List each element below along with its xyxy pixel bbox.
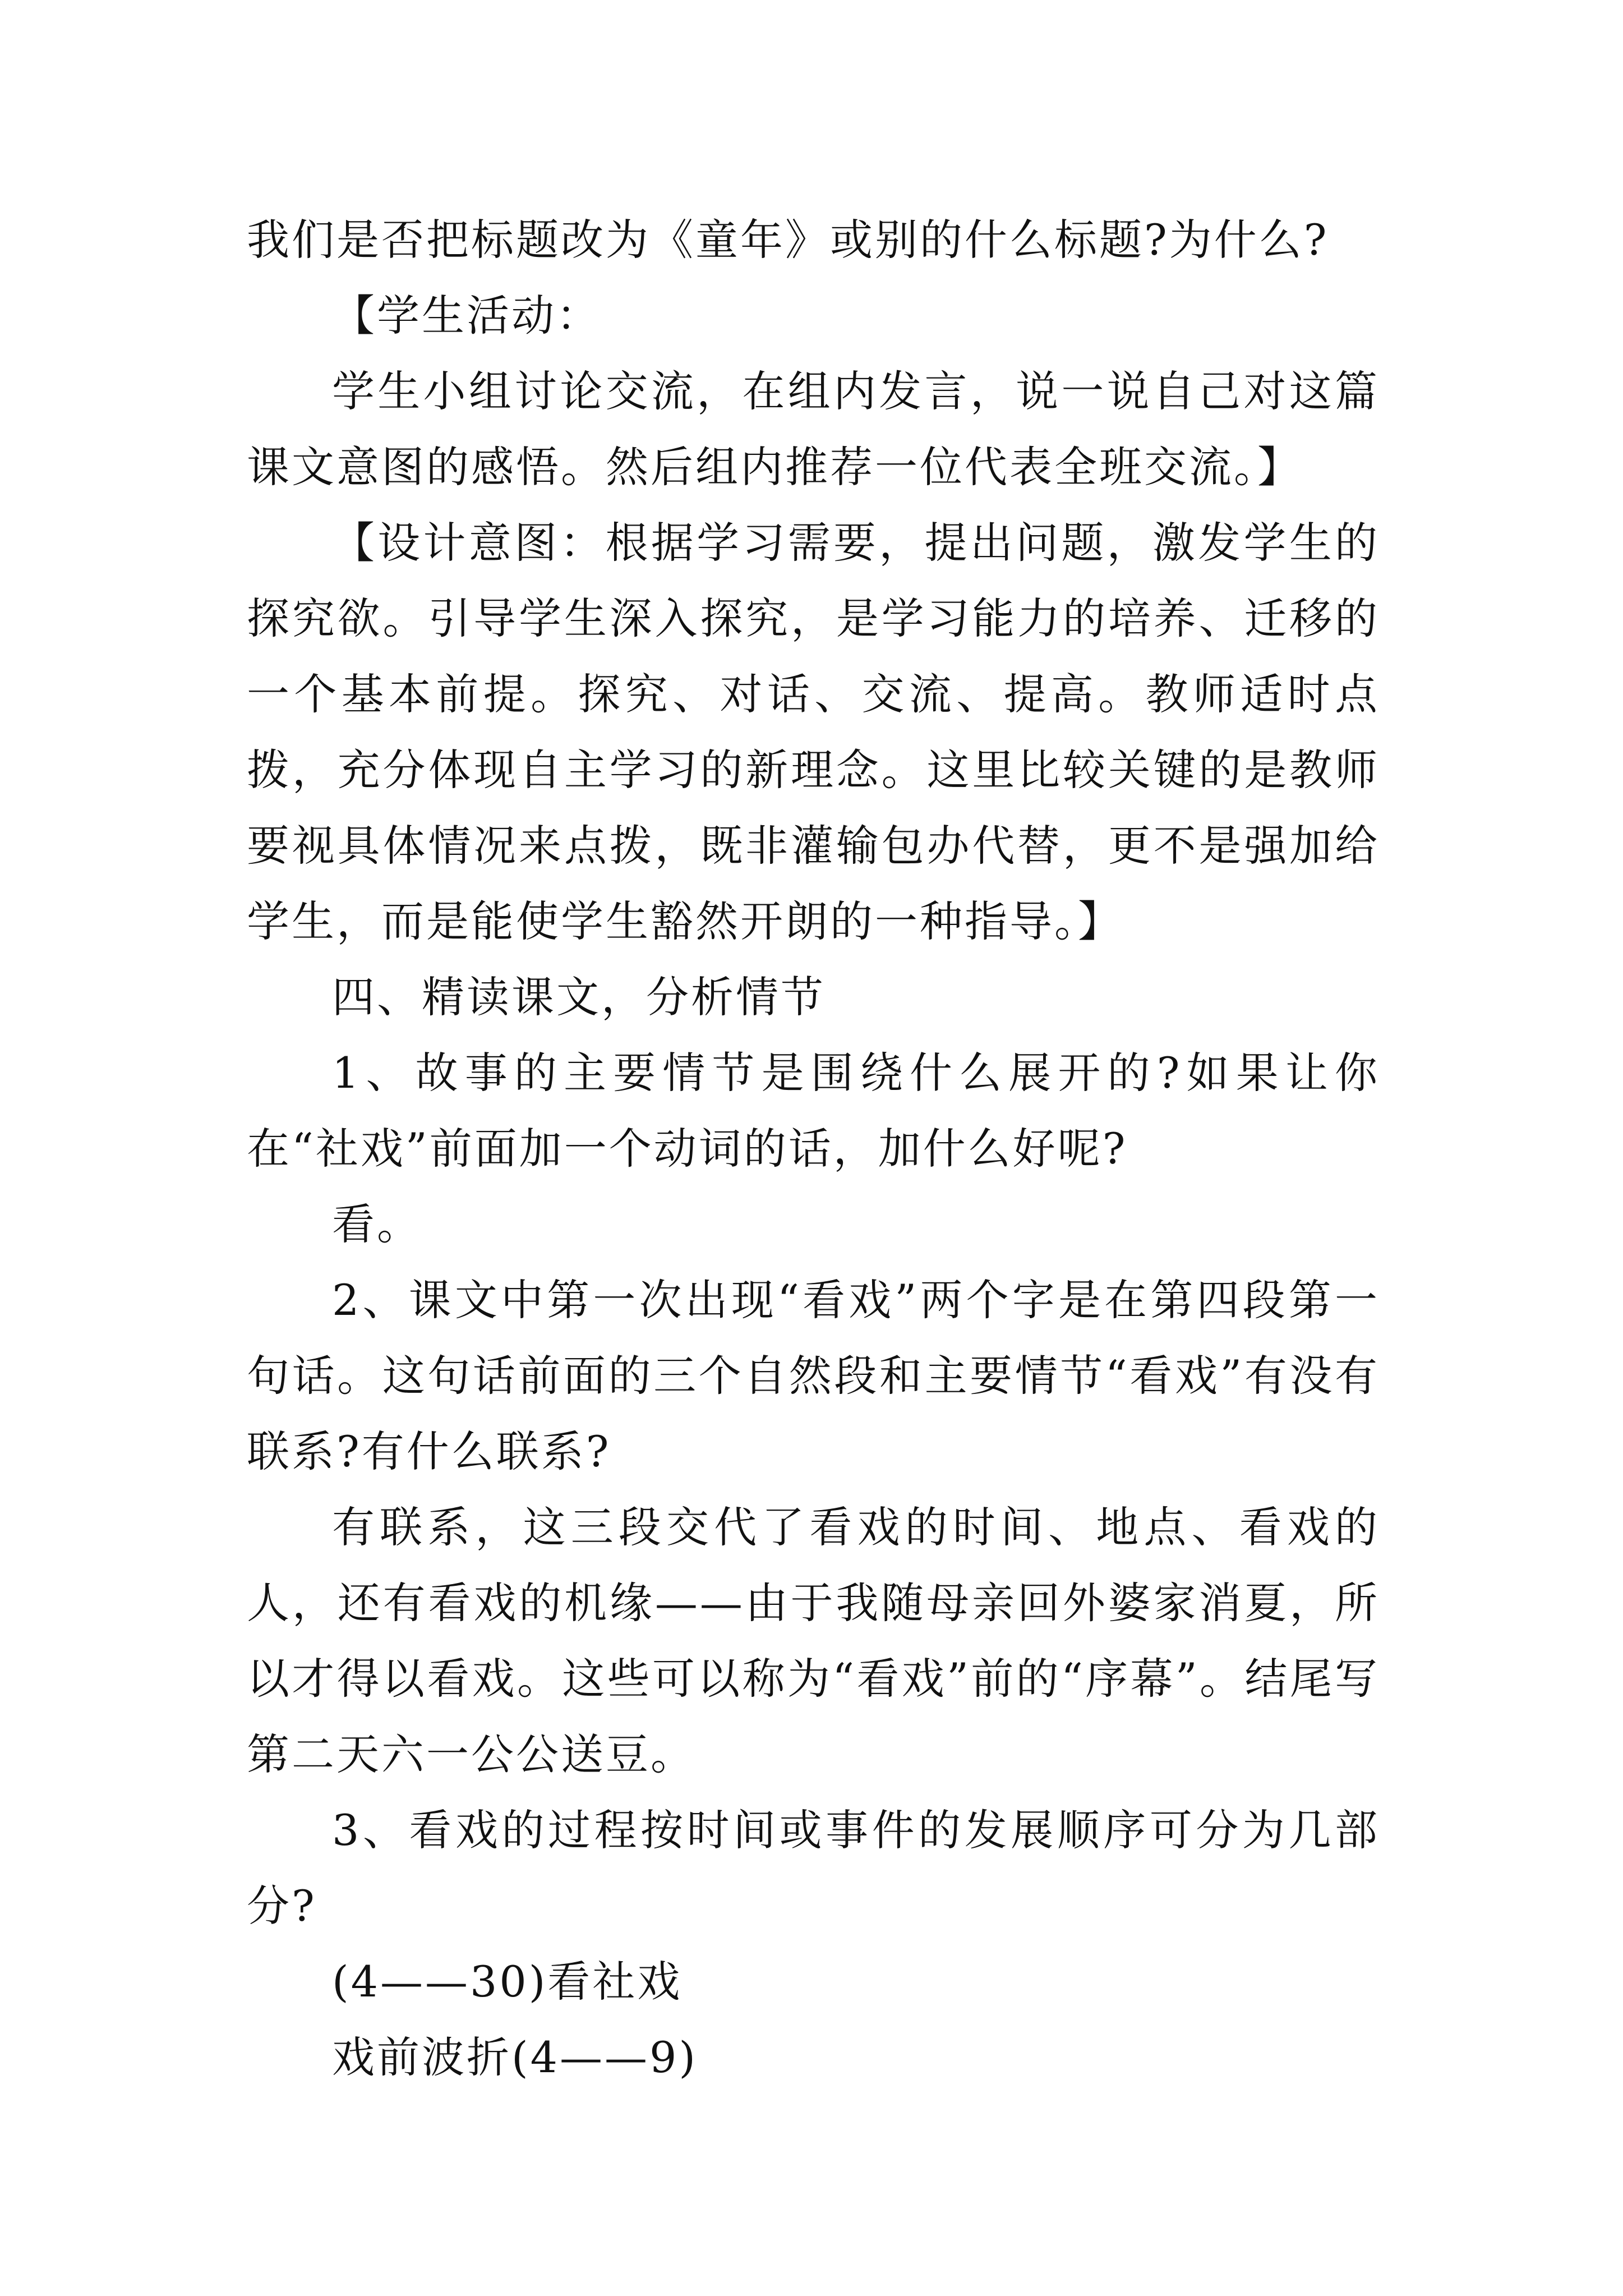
question-2: 2、课文中第一次出现“看戏”两个字是在第四段第一句话。这句话前面的三个自然段和主要情节“看戏”有没有联系?有什么联系? [247, 1275, 1380, 1476]
outline-item-watch-opera: (4——30)看社戏 [332, 1957, 683, 2007]
answer-2: 有联系，这三段交代了看戏的时间、地点、看戏的人，还有看戏的机缘——由于我随母亲回外婆家消夏，所以才得以看戏。这些可以称为“看戏”前的“序幕”。结尾写第二天六一公公送豆。 [247, 1502, 1380, 1779]
paragraph-student-activity-heading: 【学生活动： [332, 291, 601, 341]
paragraph-title-question: 我们是否把标题改为《童年》或别的什么标题?为什么? [247, 215, 1329, 265]
answer-1: 看。 [332, 1199, 422, 1249]
question-1: 1、故事的主要情节是围绕什么展开的?如果让你在“社戏”前面加一个动词的话，加什么好呢? [247, 1048, 1380, 1174]
paragraph-student-activity: 学生小组讨论交流，在组内发言，说一说自己对这篇课文意图的感悟。然后组内推荐一位代表全班交流。】 [247, 366, 1380, 492]
question-3: 3、看戏的过程按时间或事件的发展顺序可分为几部分? [247, 1805, 1380, 1931]
document-body [247, 202, 1380, 2095]
section-heading-4: 四、精读课文，分析情节 [332, 972, 826, 1022]
outline-item-pre-opera: 戏前波折(4——9) [332, 2032, 698, 2082]
paragraph-design-intent: 【设计意图：根据学习需要，提出问题，激发学生的探究欲。引导学生深入探究，是学习能力的培养、迁移的一个基本前提。探究、对话、交流、提高。教师适时点拨，充分体现自主学习的新理念。这里比较关键的是教师要视具体情况来点拨，既非灌输包办代替，更不是强加给学生，而是能使学生豁然开朗的一种指导。】 [247, 518, 1380, 946]
